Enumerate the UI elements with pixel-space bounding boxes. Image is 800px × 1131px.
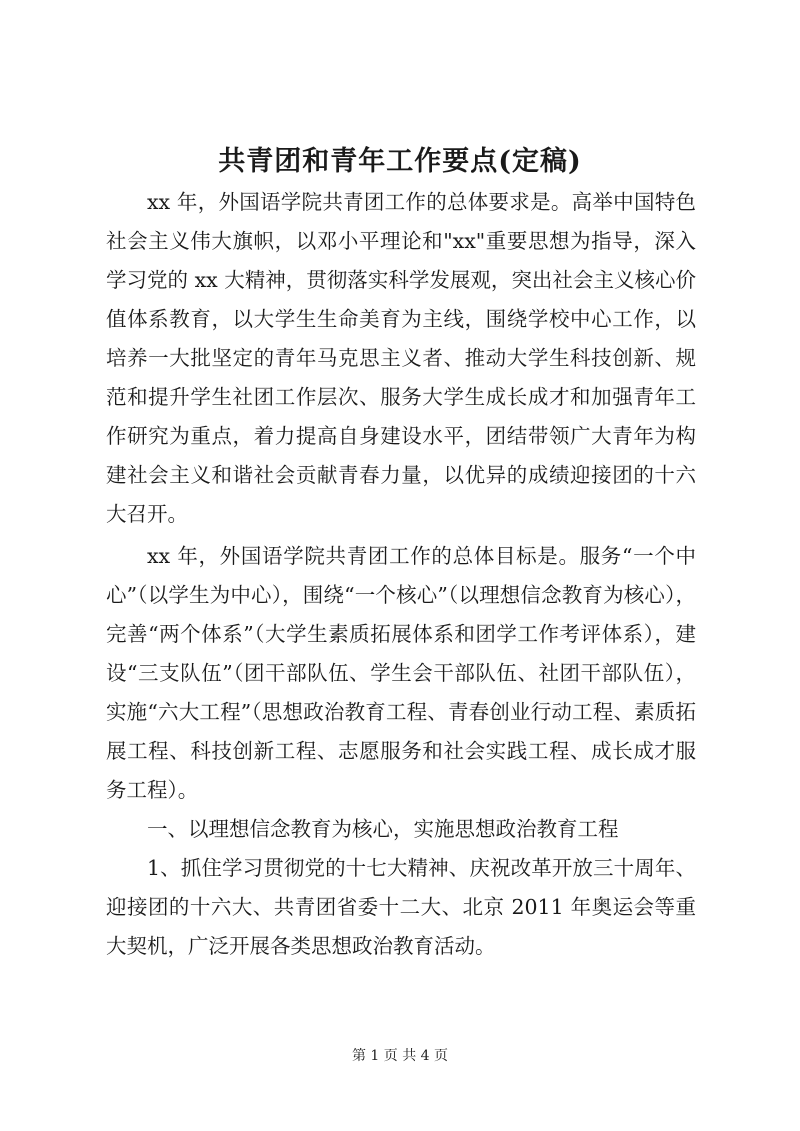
paragraph-overall-requirements: xx 年，外国语学院共青团工作的总体要求是。高举中国特色社会主义伟大旗帜，以邓小平理论和"xx"重要思想为指导，深入学习党的 xx 大精神，贯彻落实科学发展观，突出社会主义核心价值体系教育，以大学生生命美育为主线，围绕学校中心工作，以培养一大批坚定的青年马克思主义者、推动大学生科技创新、规范和提升学生社团工作层次、服务大学生成长成才和加强青年工作研究为重点，着力提高自身建设水平，团结带领广大青年为构建社会主义和谐社会贡献青春力量，以优异的成绩迎接团的十六大召开。 (106, 190, 696, 526)
paragraph-item-1: 1、抓住学习贯彻党的十七大精神、庆祝改革开放三十周年、迎接团的十六大、共青团省委十二大、北京 2011 年奥运会等重大契机，广泛开展各类思想政治教育活动。 (106, 856, 696, 958)
section-heading-1: 一、以理想信念教育为核心，实施思想政治教育工程 (147, 817, 619, 841)
paragraph-overall-goals: xx 年，外国语学院共青团工作的总体目标是。服务“一个中心”（以学生为中心），围绕“一个核心”（以理想信念教育为核心），完善“两个体系”（大学生素质拓展体系和团学工作考评体系），建设“三支队伍”（团干部队伍、学生会干部队伍、社团干部队伍），实施“六大工程”（思想政治教育工程、青春创业行动工程、素质拓展工程、科技创新工程、志愿服务和社会实践工程、成长成才服务工程）。 (106, 544, 696, 802)
document-body (106, 183, 696, 966)
page-footer: 第 1 页 共 4 页 (351, 1048, 449, 1064)
page-title: 共青团和青年工作要点(定稿) (218, 146, 582, 177)
